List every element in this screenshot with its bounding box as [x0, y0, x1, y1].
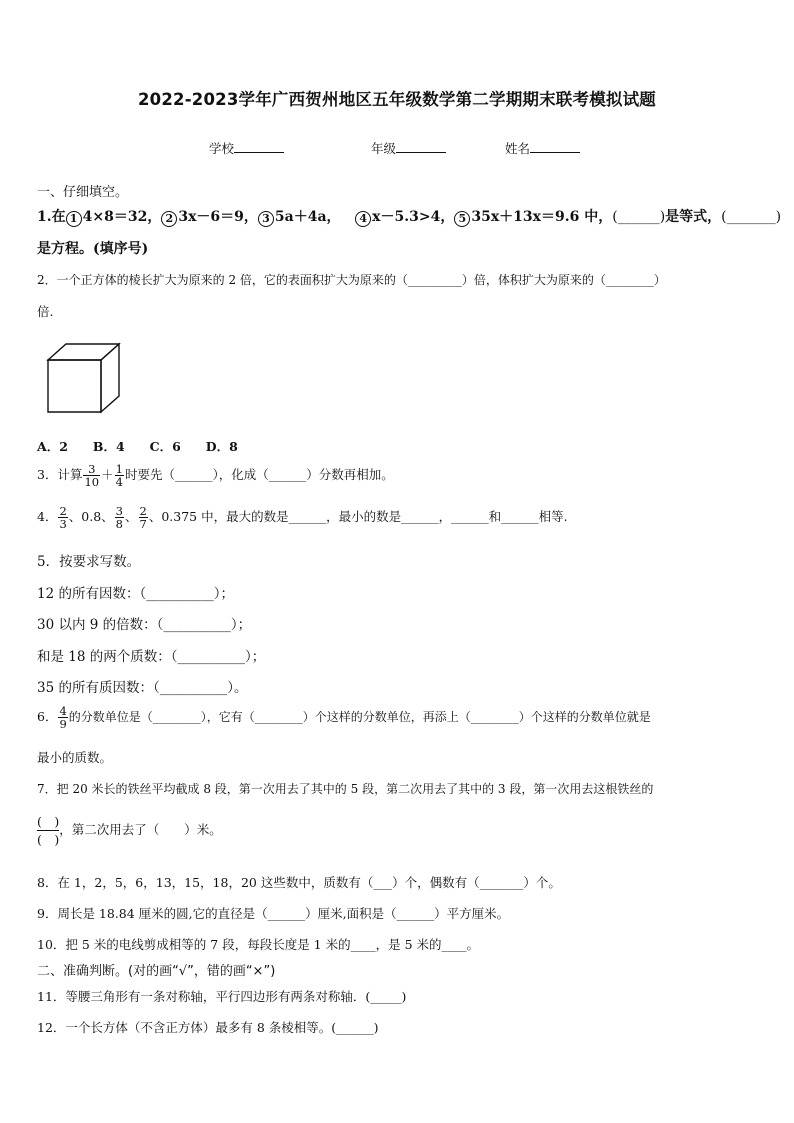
- question-5d: 35 的所有质因数：（__________）。: [37, 680, 248, 696]
- question-2-continued: 倍.: [37, 304, 54, 319]
- question-2-options[interactable]: A．2 B．4 C．6 D．8: [37, 439, 238, 454]
- circled-number-4: 4: [355, 211, 371, 227]
- question-11: 11．等腰三角形有一条对称轴，平行四边形有两条对称轴．(_____): [37, 989, 407, 1004]
- name-field[interactable]: 姓名: [505, 139, 580, 157]
- circled-number-5: 5: [454, 211, 470, 227]
- fraction: $\frac{2}{7}$: [139, 504, 147, 531]
- question-6: 6． $\frac{4}{9}$ 的分数单位是（________），它有（________）个这样的分数单位，再添上（________）个这样的分数单位就是: [37, 704, 651, 731]
- question-5a: 12 的所有因数：（__________）；: [37, 586, 234, 602]
- question-12: 12．一个长方体（不含正方体）最多有 8 条棱相等。(______): [37, 1020, 379, 1035]
- question-9: 9．周长是 18.84 厘米的圆,它的直径是（______）厘米,面积是（______）平方厘米。: [37, 906, 510, 921]
- question-5: 5．按要求写数。: [37, 554, 141, 570]
- cube-figure: [46, 342, 124, 414]
- question-7-continued: ( ) ( ) ，第二次用去了（ ）米。: [37, 814, 222, 847]
- question-5c: 和是 18 的两个质数：（__________）；: [37, 649, 266, 665]
- question-6-continued: 最小的质数。: [37, 750, 113, 765]
- question-7: 7．把 20 米长的铁丝平均截成 8 段，第一次用去了其中的 5 段，第二次用去了其中的 3 段，第一次用去这根铁丝的: [37, 782, 654, 796]
- question-1-continued: 是方程。(填序号): [37, 241, 149, 257]
- circled-number-2: 2: [161, 211, 177, 227]
- question-10: 10．把 5 米的电线剪成相等的 7 段，每段长度是 1 米的____，是 5 米的____。: [37, 937, 480, 952]
- fraction-answer-blank[interactable]: ( ) ( ): [37, 814, 60, 847]
- fraction: $\frac{2}{3}$: [59, 504, 67, 531]
- answer-blank[interactable]: (_______): [721, 209, 782, 225]
- fraction: $\frac{3}{10}$: [84, 462, 100, 489]
- question-8: 8．在 1，2，5，6，13，15，18，20 这些数中，质数有（___）个，偶数有（_______）个。: [37, 875, 561, 890]
- question-2: 2．一个正方体的棱长扩大为原来的 2 倍，它的表面积扩大为原来的（_________）倍，体积扩大为原来的（________）: [37, 273, 666, 287]
- fraction: $\frac{4}{9}$: [59, 704, 67, 731]
- school-field[interactable]: 学校: [209, 139, 284, 157]
- question-4: 4． $\frac{2}{3}$ 、0.8、 $\frac{3}{8}$ 、 $\frac{2}{7}$ 、0.375 中，最大的数是______，最小的数是______，______和______相等.: [37, 504, 568, 531]
- section-2-heading: 二、准确判断。(对的画“√”，错的画“×”): [37, 964, 276, 979]
- circled-number-3: 3: [258, 211, 274, 227]
- page-title: 2022-2023学年广西贺州地区五年级数学第二学期期末联考模拟试题: [138, 90, 656, 109]
- grade-field[interactable]: 年级: [371, 139, 446, 157]
- fraction: $\frac{3}{8}$: [115, 504, 123, 531]
- circled-number-1: 1: [66, 211, 82, 227]
- question-1: 1.在 1 4×8＝32， 2 3x－6＝9， 3 5a＋4a， 4 x－5.3>4， 5 35x＋13x＝9.6 中，(______)是等式，(_______): [37, 209, 782, 225]
- fraction: $\frac{1}{4}$: [115, 462, 123, 489]
- section-1-heading: 一、仔细填空。: [37, 185, 129, 200]
- answer-blank[interactable]: (______): [612, 209, 666, 225]
- question-3: 3．计算 $\frac{3}{10}$ ＋ $\frac{1}{4}$ 时要先（______），化成（______）分数再相加。: [37, 462, 394, 489]
- question-5b: 30 以内 9 的倍数：（__________）；: [37, 617, 252, 633]
